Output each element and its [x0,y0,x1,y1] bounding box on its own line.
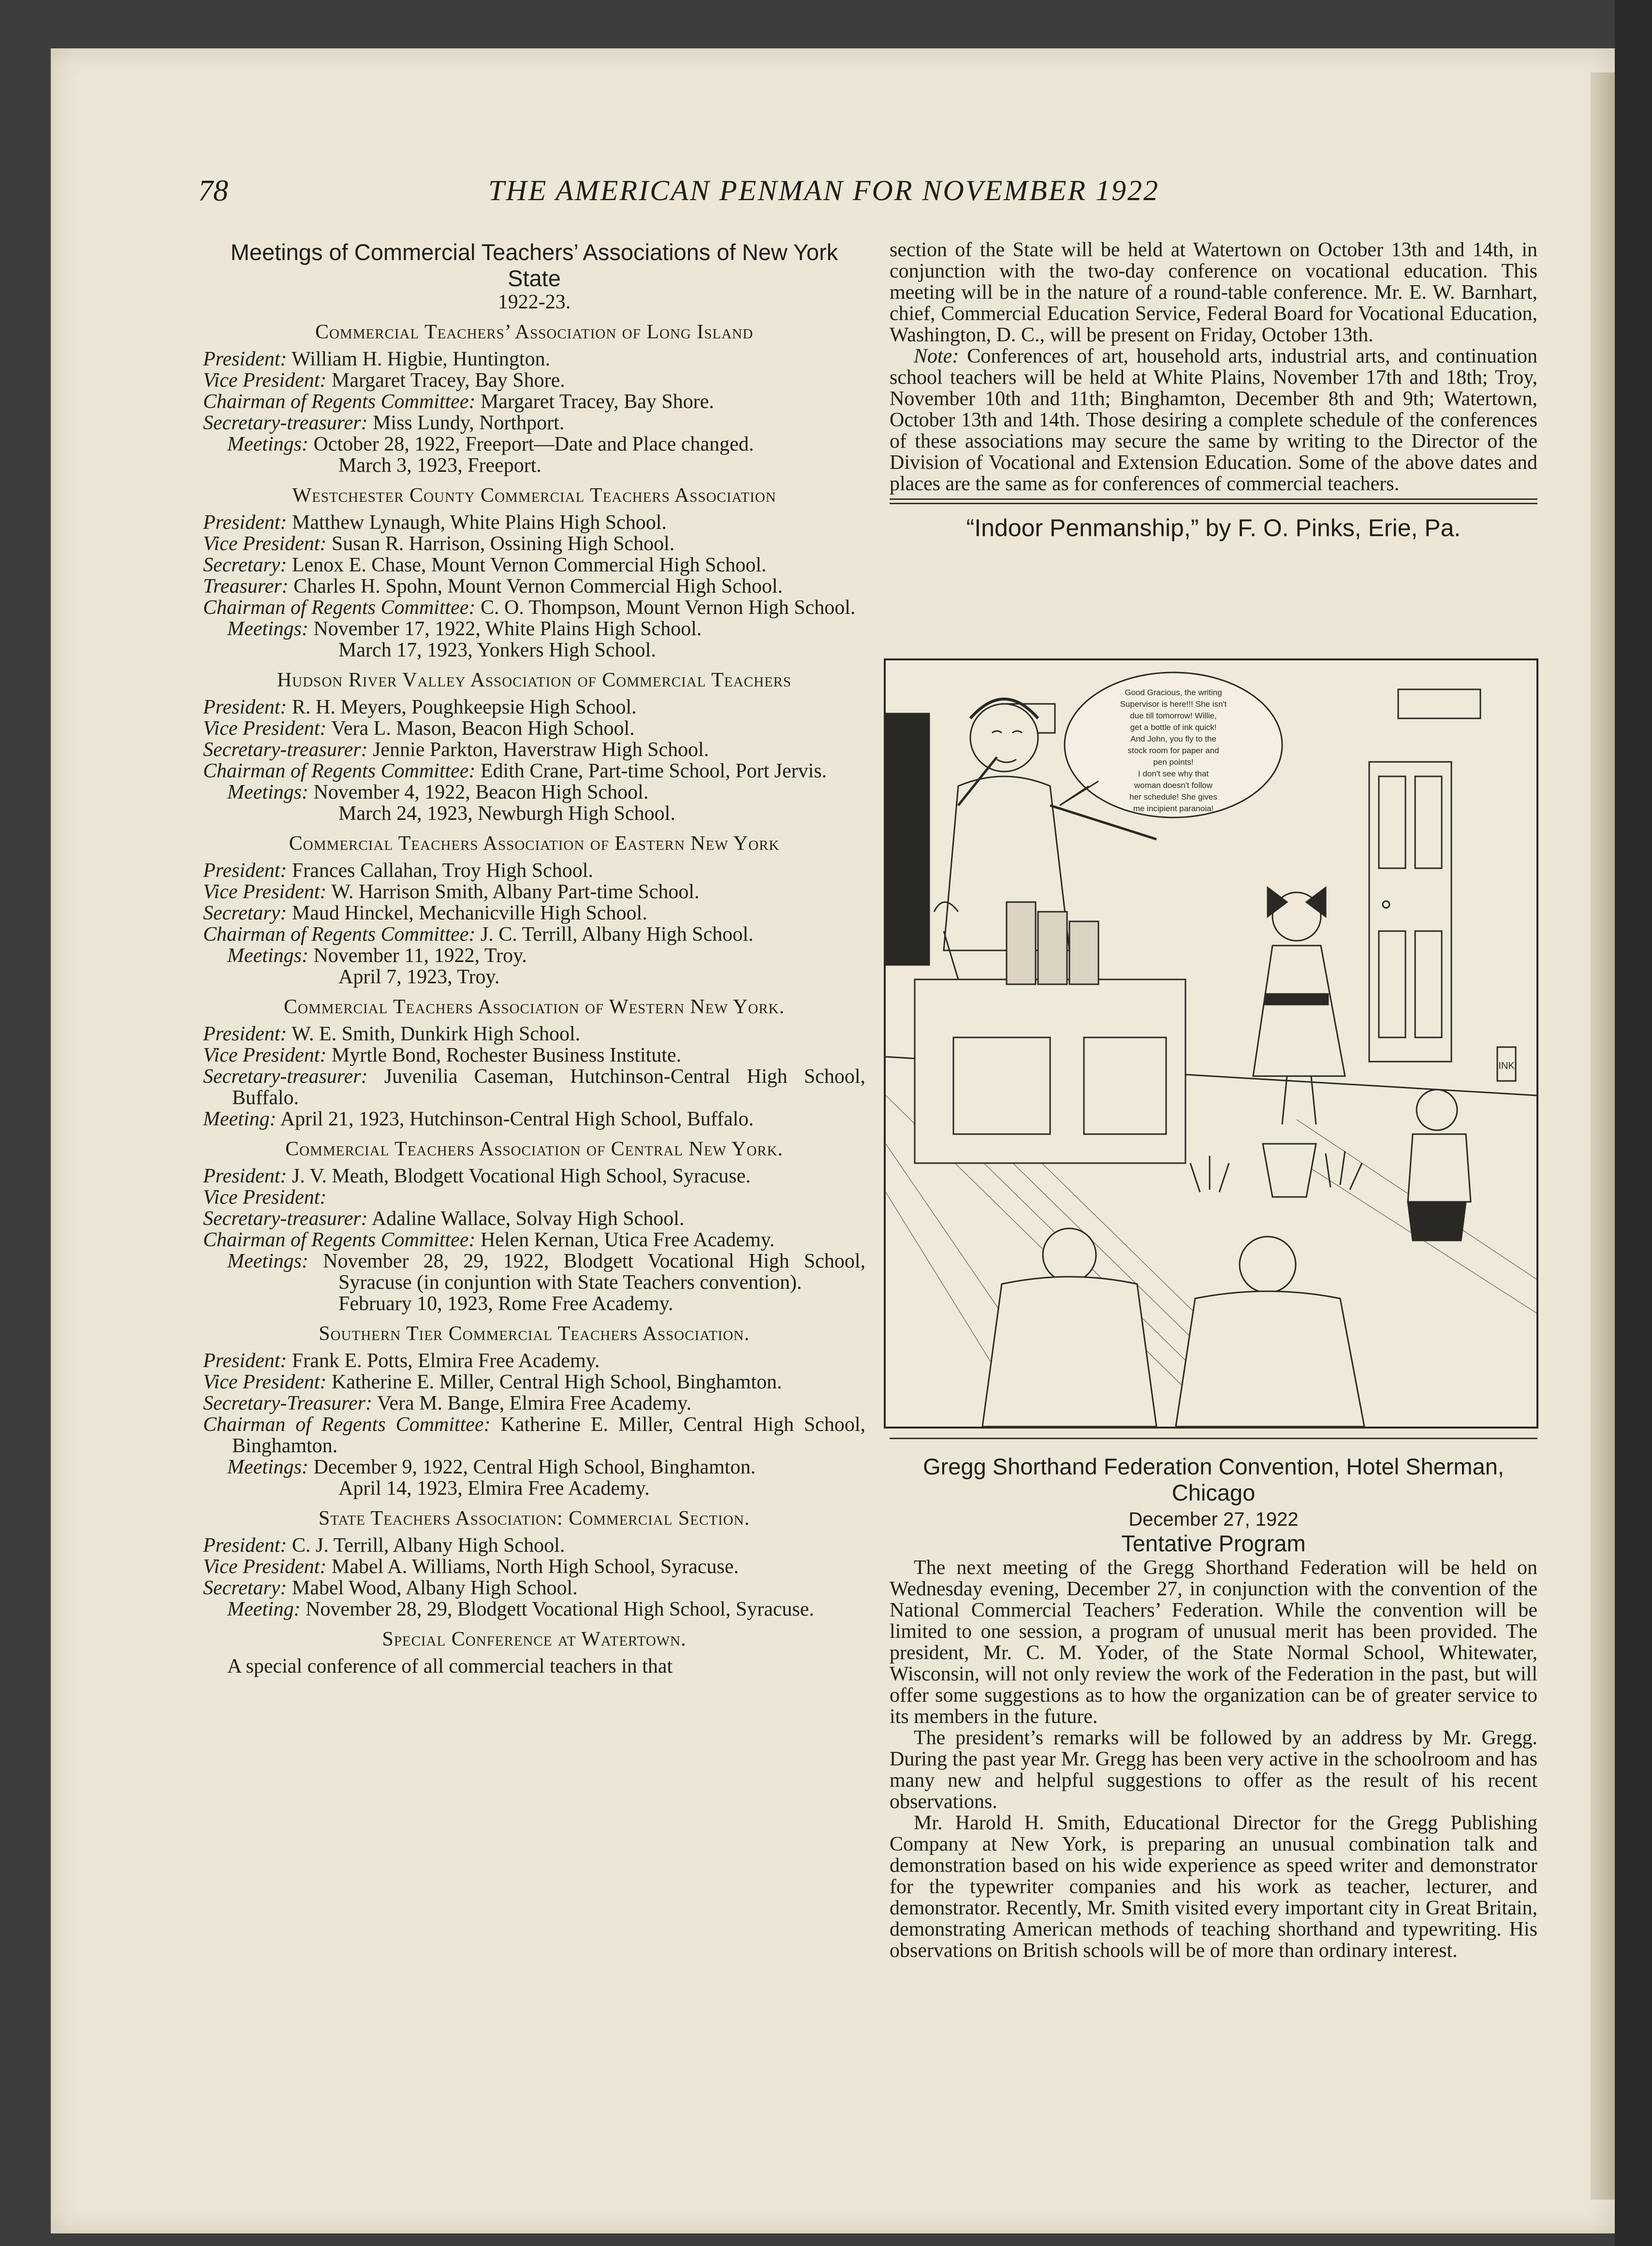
left-column [203,239,865,1677]
role-value: Katherine E. Miller, Central High School, Binghamton. [331,1371,782,1393]
note-label: Note: [914,345,959,367]
meeting-value: March 17, 1923, Yonkers High School. [338,639,656,661]
role-value: Juvenilia Caseman, Hutchinson-Central High School, Buffalo. [232,1065,865,1109]
speech-line: her schedule! She gives [1129,792,1217,802]
right-column [890,239,1537,541]
article-year: 1922-23. [497,291,571,313]
role-label: Vice President: [203,717,327,740]
section-heading: Westchester County Commercial Teachers Association [292,484,776,507]
role-label: Secretary-treasurer: [203,739,368,761]
role-label: Meetings: [227,945,308,967]
role-label: Meetings: [227,1250,308,1272]
meeting-value: April 21, 1923, Hutchinson-Central High School, Buffalo. [280,1108,754,1130]
cartoon-title: “Indoor Penmanship,” by F. O. Pinks, Erie, Pa. [966,514,1461,541]
meeting-value: February 10, 1923, Rome Free Academy. [338,1293,673,1315]
role-value: Margaret Tracey, Bay Shore. [480,391,714,413]
role-value: R. H. Meyers, Poughkeepsie High School. [292,696,637,718]
role-value: J. C. Terrill, Albany High School. [480,923,754,946]
role-label: President: [203,348,287,370]
role-value: Maud Hinckel, Mechanicville High School. [292,902,647,924]
role-label: Vice President: [203,1044,327,1066]
dark-doorway [886,714,929,965]
girl-figure [1253,888,1345,1124]
running-title: THE AMERICAN PENMAN FOR NOVEMBER 1922 [488,175,1160,206]
role-value: Adaline Wallace, Solvay High School. [371,1208,685,1230]
meeting-value: November 28, 29, Blodgett Vocational High School, Syracuse. [306,1598,814,1620]
scan-background-edge [1615,0,1652,2246]
role-value: Frank E. Potts, Elmira Free Academy. [292,1350,600,1372]
role-value: C. O. Thompson, Mount Vernon High School. [480,597,856,619]
role-label: Vice President: [203,1371,327,1393]
role-value: W. E. Smith, Dunkirk High School. [292,1023,581,1045]
role-value: Mabel Wood, Albany High School. [292,1577,578,1599]
divider [890,498,1537,504]
role-label: Secretary: [203,1577,287,1599]
role-label: Meetings: [227,618,308,640]
role-label: President: [203,1023,287,1045]
role-label: Chairman of Regents Committee: [203,923,476,946]
paragraph: section of the State will be held at Watertown on October 13th and 14th, in conjunction with the two-day conference on vocational education. This meeting will be in the nature of a round-table conference. Mr. E. W. Barnhart, chief, Commercial Education Service, Federal Board for Vocational Education, Washington, D. C., will be present on Friday, October 13th. [890,239,1537,346]
meeting-value: October 28, 1922, Freeport—Date and Place changed. [313,433,754,455]
speech-line: stock room for paper and [1127,746,1219,755]
role-label: Vice President: [203,881,327,903]
role-label: Secretary-Treasurer: [203,1392,372,1415]
role-label: Meeting: [203,1108,277,1130]
role-value: Helen Kernan, Utica Free Academy. [480,1229,775,1251]
role-label: President: [203,1350,287,1372]
role-value: Myrtle Bond, Rochester Business Institute. [331,1044,682,1066]
meeting-value: April 14, 1923, Elmira Free Academy. [338,1477,650,1500]
role-label: Secretary-treasurer: [203,1208,368,1230]
speech-line: get a bottle of ink quick! [1130,723,1217,732]
meeting-value: November 17, 1922, White Plains High School. [313,618,702,640]
role-value: Matthew Lynaugh, White Plains High School. [292,511,667,534]
article-title: Meetings of Commercial Teachers’ Associations of New York State [230,239,838,291]
role-label: Vice President: [203,1556,327,1578]
role-label: Chairman of Regents Committee: [203,1414,491,1436]
meeting-value: November 11, 1922, Troy. [313,945,527,967]
gregg-date: December 27, 1922 [1128,1509,1299,1530]
role-label: President: [203,511,287,534]
wall-picture-right [1398,689,1480,718]
ink-label: INK [1498,1061,1515,1071]
cartoon-illustration [884,658,1538,1429]
section-heading: Commercial Teachers Association of Western New York. [284,996,785,1018]
role-value: Katherine E. Miller, Central High School, Binghamton. [232,1414,865,1457]
role-label: President: [203,696,287,718]
role-label: Secretary-treasurer: [203,1065,368,1088]
speech-line: And John, you fly to the [1130,734,1216,744]
role-value: Charles H. Spohn, Mount Vernon Commercial High School. [293,575,783,598]
paragraph: Mr. Harold H. Smith, Educational Director for the Gregg Publishing Company at New York, is preparing an unusual combination talk and demonstration based on his wide experience as speed writer and demonstrator for the typewriter companies and his work as teacher, lecturer, and demonstrator. Recently, Mr. Smith visited every important city in Great Britain, demonstrating American methods of teaching shorthand and typewriting. His observations on British schools will be of more than ordinary interest. [890,1812,1537,1962]
role-value: Susan R. Harrison, Ossining High School. [331,533,675,555]
paragraph: The president’s remarks will be followed by an address by Mr. Gregg. During the past year Mr. Gregg has been very active in the schoolroom and has many new and helpful suggestions to offer as the result of his recent observations. [890,1727,1537,1813]
boy-running-figure [1408,1047,1516,1240]
paragraph: The next meeting of the Gregg Shorthand Federation will be held on Wednesday evening, December 27, in conjunction with the convention of the National Commercial Teachers’ Federation. While the convention will be limited to one session, a program of unusual merit has been provided. The president, Mr. C. M. Yoder, of the State Normal School, Whitewater, Wisconsin, will not only review the work of the Federation in the past, but will offer some suggestions as to how the organization can be of greater service to its members in the future. [890,1557,1537,1728]
speech-line: I don't see why that [1138,769,1209,778]
role-label: Vice President: [203,533,327,555]
gregg-title: Gregg Shorthand Federation Convention, Hotel Sherman, Chicago [923,1454,1504,1505]
meeting-value: December 9, 1922, Central High School, Binghamton. [313,1456,756,1478]
speech-line: pen points! [1153,758,1194,767]
role-value: Jennie Parkton, Haverstraw High School. [373,739,709,761]
role-label: Vice President: [203,1186,327,1209]
role-label: Secretary-treasurer: [203,412,368,434]
speech-line: due till tomorrow! Willie, [1130,711,1217,720]
section-heading: Hudson River Valley Association of Commercial Teachers [277,669,792,691]
section-heading: Commercial Teachers Association of Central New York. [285,1138,783,1160]
role-label: Treasurer: [203,575,289,598]
role-label: President: [203,1534,287,1557]
role-label: Chairman of Regents Committee: [203,1229,476,1251]
gregg-section [890,1435,1537,1961]
role-value: Edith Crane, Part-time School, Port Jervis. [480,760,827,782]
role-value: J. V. Meath, Blodgett Vocational High School, Syracuse. [292,1165,751,1187]
section-heading: Special Conference at Watertown. [382,1628,687,1650]
role-value: Vera M. Bange, Elmira Free Academy. [377,1392,692,1415]
divider [890,1438,1537,1439]
role-value: Margaret Tracey, Bay Shore. [331,369,565,392]
program-title: Tentative Program [1121,1531,1306,1556]
note-text: Conferences of art, household arts, industrial arts, and continuation school teachers will be held at White Plains, November 17th and 18th; Troy, November 10th and 11th; Binghamton, December 8th and 9th; Watertown, October 13th and 14th. Those desiring a complete schedule of the conferences of these associations may secure the same by writing to the Director of the Division of Vocational and Extension Education. Some of the above dates and places are the same as for conferences of commercial teachers. [890,345,1537,495]
role-value: Miss Lundy, Northport. [373,412,565,434]
page-header [198,174,1552,213]
role-label: Meeting: [227,1598,301,1620]
wastebasket [1263,1144,1316,1197]
meeting-value: April 7, 1923, Troy. [338,966,500,988]
role-label: President: [203,1165,287,1187]
role-label: Chairman of Regents Committee: [203,760,476,782]
role-value: Lenox E. Chase, Mount Vernon Commercial High School. [292,554,767,576]
role-value: Frances Callahan, Troy High School. [292,860,593,882]
meeting-value: November 28, 29, 1922, Blodgett Vocational High School, Syracuse (in conjuntion with State Teachers convention). [323,1250,865,1294]
meeting-value: March 24, 1923, Newburgh High School. [338,802,675,825]
section-heading: State Teachers Association: Commercial Section. [318,1507,750,1530]
paragraph: A special conference of all commercial teachers in that [227,1655,673,1677]
role-label: Chairman of Regents Committee: [203,597,476,619]
role-label: Meetings: [227,433,308,455]
role-label: President: [203,860,287,882]
meeting-value: November 4, 1922, Beacon High School. [313,781,649,803]
role-value: Vera L. Mason, Beacon High School. [331,717,635,740]
role-value: William H. Higbie, Huntington. [292,348,551,370]
role-value: Mabel A. Williams, North High School, Syracuse. [331,1556,739,1578]
section-heading: Commercial Teachers Association of Eastern New York [289,832,780,855]
section-heading: Commercial Teachers’ Association of Long Island [315,321,754,343]
section-heading: Southern Tier Commercial Teachers Association. [319,1323,750,1345]
role-label: Chairman of Regents Committee: [203,391,476,413]
speech-line: Good Gracious, the writing [1125,688,1222,697]
speech-text [1120,688,1227,813]
door [1369,762,1451,1062]
role-label: Secretary: [203,554,287,576]
role-value: W. Harrison Smith, Albany Part-time School. [331,881,700,903]
role-label: Meetings: [227,1456,308,1478]
role-label: Vice President: [203,369,327,392]
page-number: 78 [198,175,228,207]
speech-line: me incipient paranoia! [1133,804,1214,813]
speech-line: Supervisor is here!!! She isn't [1120,700,1227,709]
role-label: Meetings: [227,781,308,803]
role-value: C. J. Terrill, Albany High School. [292,1534,565,1557]
role-label: Secretary: [203,902,287,924]
page-binding-edge [1591,73,1615,2200]
meeting-value: March 3, 1923, Freeport. [338,454,541,477]
note-paragraph [890,346,1537,495]
speech-line: woman doesn't follow [1134,781,1213,790]
